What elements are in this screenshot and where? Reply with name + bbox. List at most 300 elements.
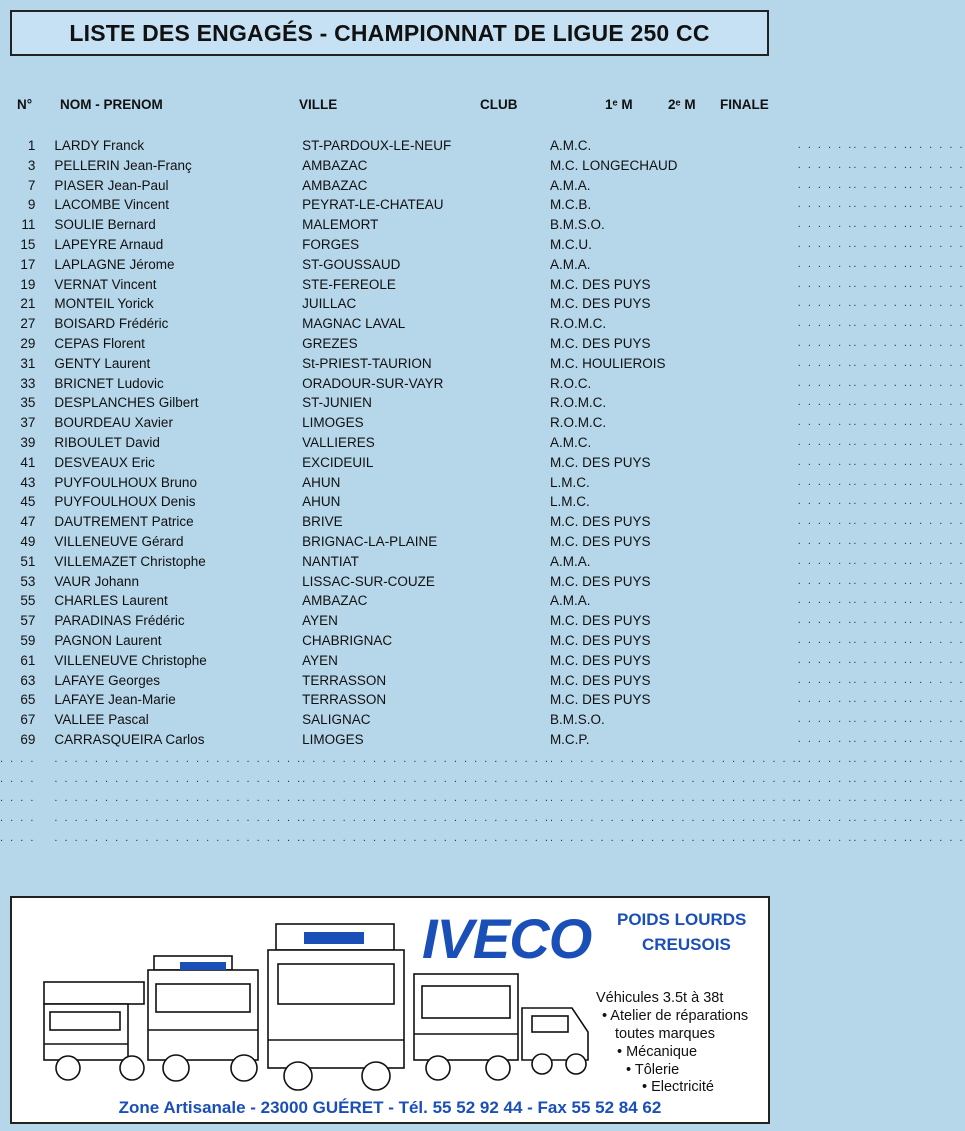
entry-name: MONTEIL Yorick — [54, 296, 154, 312]
entry-row — [0, 690, 965, 710]
entry-final-dots: . . . . . . — [908, 257, 965, 270]
entry-name: VAUR Johann — [54, 573, 139, 589]
entry-number: 9 — [27, 197, 36, 213]
entry-club: M.C. DES PUYS — [549, 672, 651, 688]
entry-city: AHUN — [302, 494, 341, 510]
entry-m1-dots: . . . . . . — [797, 277, 854, 290]
entry-name: RIBOULET David — [54, 434, 160, 450]
blank-number: . . . . — [0, 772, 36, 785]
blank-name: . . . . . . . . . . . . . . . . . . . . . . . . . — [54, 752, 303, 765]
entry-city: TERRASSON — [302, 692, 387, 708]
entry-city: AYEN — [302, 613, 338, 629]
entry-m2-dots: . . . . . . — [853, 416, 909, 429]
blank-number: . . . . — [0, 812, 36, 825]
entry-name: VERNAT Vincent — [54, 276, 157, 292]
entry-m2-dots: . . . . . . — [853, 139, 909, 151]
blank-final: . . . . . . — [908, 812, 965, 825]
entry-number: 43 — [20, 474, 36, 490]
entry-m2-dots: . . . . . . — [853, 673, 909, 686]
entries-table — [0, 136, 965, 849]
entry-number: 47 — [20, 514, 36, 530]
entry-row — [0, 176, 965, 196]
entry-city: GREZES — [302, 335, 358, 351]
blank-club: . . . . . . . . . . . . . . . . . . . . . . . . . — [549, 812, 798, 825]
entry-m1-dots: . . . . . . — [797, 732, 854, 745]
entry-club: M.C. HOULIEROIS — [549, 355, 666, 371]
entry-final-dots: . . . . . . — [908, 435, 965, 448]
entry-number: 3 — [27, 157, 36, 173]
entry-m1-dots: . . . . . . — [797, 614, 854, 627]
entry-m1-dots: . . . . . . — [797, 574, 854, 587]
entry-m2-dots: . . . . . . — [853, 653, 909, 666]
entry-m2-dots: . . . . . . — [853, 534, 909, 547]
entry-m1-dots: . . . . . . — [797, 633, 854, 646]
entry-final-dots: . . . . . . — [908, 732, 965, 745]
entry-row — [0, 354, 965, 374]
entry-city: St-PRIEST-TAURION — [302, 355, 432, 371]
entry-number: 21 — [20, 296, 36, 312]
entry-m1-dots: . . . . . . — [797, 653, 854, 666]
blank-m1: . . . . . . — [797, 772, 854, 785]
entry-row — [0, 552, 965, 572]
entry-final-dots: . . . . . . — [908, 633, 965, 646]
blank-club: . . . . . . . . . . . . . . . . . . . . . . . . . — [549, 831, 798, 844]
entry-m1-dots: . . . . . . — [797, 594, 854, 607]
entry-final-dots: . . . . . . — [908, 158, 965, 171]
blank-entry-row — [0, 809, 965, 829]
entry-name: VILLEMAZET Christophe — [54, 553, 206, 569]
entry-row — [0, 532, 965, 552]
entry-row — [0, 215, 965, 235]
entry-row — [0, 294, 965, 314]
blank-city: . . . . . . . . . . . . . . . . . . . . . . . . . — [302, 752, 550, 765]
entry-m2-dots: . . . . . . — [853, 435, 909, 448]
entry-m1-dots: . . . . . . — [797, 336, 854, 349]
entry-number: 53 — [20, 573, 36, 589]
entry-club: M.C. DES PUYS — [549, 514, 651, 530]
entry-city: MAGNAC LAVAL — [302, 316, 406, 332]
entry-final-dots: . . . . . . — [908, 574, 965, 587]
entry-number: 35 — [20, 395, 36, 411]
entry-number: 61 — [20, 652, 36, 668]
blank-m1: . . . . . . — [797, 831, 854, 844]
entry-final-dots: . . . . . . — [908, 534, 965, 547]
blank-m2: . . . . . . — [853, 792, 909, 805]
entry-club: L.M.C. — [549, 494, 590, 510]
entry-city: ORADOUR-SUR-VAYR — [302, 375, 444, 391]
entry-m2-dots: . . . . . . — [853, 732, 909, 745]
entry-number: 45 — [20, 494, 36, 510]
blank-final: . . . . . . — [908, 831, 965, 844]
entry-final-dots: . . . . . . — [908, 495, 965, 508]
entry-final-dots: . . . . . . — [908, 614, 965, 627]
entries-body — [0, 136, 965, 849]
entry-name: DAUTREMENT Patrice — [54, 514, 194, 530]
entry-final-dots: . . . . . . — [908, 416, 965, 429]
entry-name: LAPEYRE Arnaud — [54, 236, 164, 252]
page-title: LISTE DES ENGAGÉS - CHAMPIONNAT DE LIGUE 250 CC — [69, 19, 710, 46]
entry-city: AHUN — [302, 474, 341, 490]
entry-number: 63 — [20, 672, 36, 688]
entry-club: M.C. DES PUYS — [549, 335, 651, 351]
entry-number: 51 — [20, 553, 36, 569]
entry-m1-dots: . . . . . . — [797, 178, 854, 191]
entry-club: M.C. DES PUYS — [549, 652, 651, 668]
entry-city: ST-GOUSSAUD — [302, 256, 401, 272]
entry-final-dots: . . . . . . — [908, 218, 965, 231]
entry-row — [0, 651, 965, 671]
entry-final-dots: . . . . . . — [908, 139, 965, 151]
entry-row — [0, 275, 965, 295]
entry-club: R.O.C. — [549, 375, 592, 391]
blank-m1: . . . . . . — [797, 812, 854, 825]
brand-line-1: POIDS LOURDS — [617, 910, 747, 929]
entry-m2-dots: . . . . . . — [853, 495, 909, 508]
entry-name: PARADINAS Frédéric — [54, 613, 185, 629]
blank-number: . . . . — [0, 792, 36, 805]
entry-final-dots: . . . . . . — [908, 455, 965, 468]
entry-row — [0, 572, 965, 592]
feature-workshop: • Atelier de réparations — [602, 1008, 749, 1024]
blank-city: . . . . . . . . . . . . . . . . . . . . . . . . . — [302, 792, 550, 805]
entry-number: 17 — [20, 256, 36, 272]
entry-city: BRIVE — [302, 514, 343, 530]
entry-city: FORGES — [302, 236, 360, 252]
entry-m2-dots: . . . . . . — [853, 693, 909, 706]
entry-city: ST-JUNIEN — [302, 395, 372, 411]
entry-final-dots: . . . . . . — [908, 297, 965, 310]
entry-final-dots: . . . . . . — [908, 515, 965, 528]
entry-m1-dots: . . . . . . — [797, 237, 854, 250]
entry-row — [0, 453, 965, 473]
blank-club: . . . . . . . . . . . . . . . . . . . . . . . . . — [549, 752, 798, 765]
entry-club: B.M.S.O. — [549, 217, 605, 233]
entry-m2-dots: . . . . . . — [853, 713, 909, 726]
entry-final-dots: . . . . . . — [908, 693, 965, 706]
entry-club: M.C. DES PUYS — [549, 533, 651, 549]
entry-name: PUYFOULHOUX Denis — [54, 494, 196, 510]
entry-number: 29 — [20, 335, 36, 351]
entry-club: M.C. DES PUYS — [549, 454, 651, 470]
entry-row — [0, 671, 965, 691]
entry-row — [0, 433, 965, 453]
title-banner — [10, 10, 769, 56]
blank-city: . . . . . . . . . . . . . . . . . . . . . . . . . — [302, 812, 550, 825]
entry-club: M.C. DES PUYS — [549, 276, 651, 292]
entry-number: 57 — [20, 613, 36, 629]
entry-name: GENTY Laurent — [54, 355, 151, 371]
entry-city: BRIGNAC-LA-PLAINE — [302, 533, 438, 549]
entry-m1-dots: . . . . . . — [797, 317, 854, 330]
address-footer: Zone Artisanale - 23000 GUÉRET - Tél. 55 52 92 44 - Fax 55 52 84 62 — [118, 1098, 662, 1117]
entry-row — [0, 473, 965, 493]
entry-final-dots: . . . . . . — [908, 594, 965, 607]
entry-m2-dots: . . . . . . — [853, 515, 909, 528]
entry-m2-dots: . . . . . . — [853, 218, 909, 231]
entry-m1-dots: . . . . . . — [797, 356, 854, 369]
blank-club: . . . . . . . . . . . . . . . . . . . . . . . . . — [549, 792, 798, 805]
entry-city: AYEN — [302, 652, 338, 668]
entry-city: JUILLAC — [302, 296, 357, 312]
entry-city: STE-FEREOLE — [302, 276, 396, 292]
entry-m1-dots: . . . . . . — [797, 435, 854, 448]
entry-final-dots: . . . . . . — [908, 475, 965, 488]
entry-name: LACOMBE Vincent — [54, 197, 169, 213]
entry-m2-dots: . . . . . . — [853, 396, 909, 409]
blank-m2: . . . . . . — [853, 812, 909, 825]
entry-number: 37 — [20, 415, 36, 431]
entry-name: VILLENEUVE Gérard — [54, 533, 184, 549]
entry-row — [0, 156, 965, 176]
entry-final-dots: . . . . . . — [908, 653, 965, 666]
entry-m2-dots: . . . . . . — [853, 198, 909, 211]
entry-m1-dots: . . . . . . — [797, 416, 854, 429]
entry-number: 41 — [20, 454, 36, 470]
entry-final-dots: . . . . . . — [908, 317, 965, 330]
entry-number: 7 — [27, 177, 36, 193]
entry-club: A.M.A. — [549, 553, 591, 569]
blank-final: . . . . . . — [908, 752, 965, 765]
entry-number: 33 — [20, 375, 36, 391]
entry-m1-dots: . . . . . . — [797, 198, 854, 211]
entry-club: M.C. DES PUYS — [549, 632, 651, 648]
entry-number: 49 — [20, 533, 36, 549]
entry-m1-dots: . . . . . . — [797, 297, 854, 310]
entry-m1-dots: . . . . . . — [797, 139, 854, 151]
entry-city: PEYRAT-LE-CHATEAU — [302, 197, 444, 213]
blank-m2: . . . . . . — [853, 831, 909, 844]
entry-final-dots: . . . . . . — [908, 178, 965, 191]
entry-city: AMBAZAC — [302, 157, 368, 173]
entry-club: B.M.S.O. — [549, 712, 605, 728]
header-city: VILLE — [299, 97, 338, 112]
entry-m2-dots: . . . . . . — [853, 455, 909, 468]
entry-city: ST-PARDOUX-LE-NEUF — [302, 138, 452, 153]
entry-city: VALLIERES — [302, 434, 375, 450]
entry-final-dots: . . . . . . — [908, 336, 965, 349]
entry-city: NANTIAT — [302, 553, 359, 569]
entry-final-dots: . . . . . . — [908, 277, 965, 290]
entry-city: MALEMORT — [302, 217, 379, 233]
entry-club: M.C.U. — [549, 236, 592, 252]
entry-name: LARDY Franck — [54, 138, 145, 153]
entry-name: BRICNET Ludovic — [54, 375, 164, 391]
entry-row — [0, 413, 965, 433]
entry-row — [0, 611, 965, 631]
entry-club: L.M.C. — [549, 474, 590, 490]
entry-number: 59 — [20, 632, 36, 648]
entry-row — [0, 314, 965, 334]
entry-city: CHABRIGNAC — [302, 632, 393, 648]
entry-number: 69 — [20, 731, 36, 747]
entry-m2-dots: . . . . . . — [853, 633, 909, 646]
entry-name: LAFAYE Georges — [54, 672, 160, 688]
entry-final-dots: . . . . . . — [908, 237, 965, 250]
entry-m1-dots: . . . . . . — [797, 376, 854, 389]
entry-name: PAGNON Laurent — [54, 632, 162, 648]
entry-final-dots: . . . . . . — [908, 376, 965, 389]
header-name: NOM - PRENOM — [60, 97, 163, 112]
header-num: N° — [17, 97, 33, 112]
entry-m1-dots: . . . . . . — [797, 673, 854, 686]
entry-row — [0, 492, 965, 512]
feature-electrical: • Electricité — [642, 1079, 714, 1095]
entry-m2-dots: . . . . . . — [853, 158, 909, 171]
entry-name: PIASER Jean-Paul — [54, 177, 169, 193]
entry-row — [0, 631, 965, 651]
entry-row — [0, 730, 965, 750]
entry-club: M.C. DES PUYS — [549, 296, 651, 312]
entry-m2-dots: . . . . . . — [853, 297, 909, 310]
entry-number: 39 — [20, 434, 36, 450]
entry-m2-dots: . . . . . . — [853, 257, 909, 270]
entry-m2-dots: . . . . . . — [853, 178, 909, 191]
entry-m1-dots: . . . . . . — [797, 534, 854, 547]
entry-name: DESPLANCHES Gilbert — [54, 395, 199, 411]
entry-m1-dots: . . . . . . — [797, 713, 854, 726]
entry-name: CEPAS Florent — [54, 335, 145, 351]
blank-entry-row — [0, 789, 965, 809]
entry-club: M.C.B. — [549, 197, 592, 213]
blank-name: . . . . . . . . . . . . . . . . . . . . . . . . . — [54, 772, 303, 785]
entry-name: CARRASQUEIRA Carlos — [54, 731, 205, 747]
entry-name: VALLEE Pascal — [54, 712, 149, 728]
entry-number: 1 — [27, 138, 36, 153]
entry-city: LIMOGES — [302, 415, 364, 431]
entry-m2-dots: . . . . . . — [853, 277, 909, 290]
entry-number: 55 — [20, 593, 36, 609]
blank-city: . . . . . . . . . . . . . . . . . . . . . . . . . — [302, 831, 550, 844]
entry-row — [0, 393, 965, 413]
header-m1: 1ᵉ M — [605, 97, 633, 112]
entry-m1-dots: . . . . . . — [797, 218, 854, 231]
blank-final: . . . . . . — [908, 792, 965, 805]
entry-m2-dots: . . . . . . — [853, 594, 909, 607]
entry-m2-dots: . . . . . . — [853, 475, 909, 488]
entry-club: R.O.M.C. — [549, 415, 607, 431]
entry-m1-dots: . . . . . . — [797, 554, 854, 567]
entry-row — [0, 374, 965, 394]
entry-m2-dots: . . . . . . — [853, 317, 909, 330]
entry-row — [0, 255, 965, 275]
entry-final-dots: . . . . . . — [908, 554, 965, 567]
blank-m1: . . . . . . — [797, 752, 854, 765]
entry-club: R.O.M.C. — [549, 316, 607, 332]
blank-club: . . . . . . . . . . . . . . . . . . . . . . . . . — [549, 772, 798, 785]
blank-m2: . . . . . . — [853, 772, 909, 785]
entry-m1-dots: . . . . . . — [797, 455, 854, 468]
entry-m1-dots: . . . . . . — [797, 693, 854, 706]
entry-final-dots: . . . . . . — [908, 713, 965, 726]
entry-club: M.C. DES PUYS — [549, 613, 651, 629]
entry-club: A.M.C. — [549, 138, 592, 153]
entry-name: BOURDEAU Xavier — [54, 415, 173, 431]
blank-m1: . . . . . . — [797, 792, 854, 805]
entry-name: LAPLAGNE Jérome — [54, 256, 175, 272]
blank-m2: . . . . . . — [853, 752, 909, 765]
entry-club: A.M.C. — [549, 434, 592, 450]
entry-number: 19 — [20, 276, 36, 292]
entry-m1-dots: . . . . . . — [797, 515, 854, 528]
feature-all-brands: toutes marques — [615, 1026, 715, 1042]
entry-club: A.M.A. — [549, 593, 591, 609]
blank-city: . . . . . . . . . . . . . . . . . . . . . . . . . — [302, 772, 550, 785]
header-m2: 2ᵉ M — [668, 97, 696, 112]
entry-city: AMBAZAC — [302, 177, 368, 193]
brand-line-2: CREUSOIS — [642, 935, 731, 954]
entry-row — [0, 136, 965, 156]
entry-m2-dots: . . . . . . — [853, 614, 909, 627]
entry-city: LIMOGES — [302, 731, 364, 747]
blank-number: . . . . — [0, 831, 36, 844]
entry-city: TERRASSON — [302, 672, 387, 688]
header-final: FINALE — [720, 97, 769, 112]
entry-number: 11 — [21, 217, 36, 233]
entry-row — [0, 591, 965, 611]
feature-mechanics: • Mécanique — [617, 1044, 698, 1060]
entry-number: 65 — [20, 692, 36, 708]
entry-m1-dots: . . . . . . — [797, 475, 854, 488]
entry-m1-dots: . . . . . . — [797, 495, 854, 508]
blank-entry-row — [0, 770, 965, 790]
iveco-advertisement — [10, 896, 770, 1124]
entry-name: PELLERIN Jean-Franç — [54, 157, 192, 173]
entry-m1-dots: . . . . . . — [797, 396, 854, 409]
entry-final-dots: . . . . . . — [908, 356, 965, 369]
entry-club: M.C. LONGECHAUD — [549, 157, 678, 173]
entry-club: A.M.A. — [549, 177, 591, 193]
vehicles-range: Véhicules 3.5t à 38t — [596, 990, 724, 1006]
entry-m2-dots: . . . . . . — [853, 336, 909, 349]
entry-name: CHARLES Laurent — [54, 593, 168, 609]
entry-m1-dots: . . . . . . — [797, 257, 854, 270]
entry-number: 31 — [20, 355, 36, 371]
entry-number: 15 — [20, 236, 36, 252]
entry-city: EXCIDEUIL — [302, 454, 374, 470]
entry-m2-dots: . . . . . . — [853, 237, 909, 250]
entry-number: 27 — [20, 316, 36, 332]
entry-row — [0, 710, 965, 730]
entry-name: PUYFOULHOUX Bruno — [54, 474, 197, 490]
blank-entry-row — [0, 750, 965, 770]
entry-name: VILLENEUVE Christophe — [54, 652, 207, 668]
entry-name: LAFAYE Jean-Marie — [54, 692, 176, 708]
entry-name: BOISARD Frédéric — [54, 316, 169, 332]
entry-row — [0, 334, 965, 354]
entry-club: M.C.P. — [549, 731, 590, 747]
blank-name: . . . . . . . . . . . . . . . . . . . . . . . . . — [54, 831, 303, 844]
entry-final-dots: . . . . . . — [908, 198, 965, 211]
entry-row — [0, 235, 965, 255]
entry-m2-dots: . . . . . . — [853, 554, 909, 567]
iveco-logo: IVECO — [422, 907, 592, 970]
entry-city: LISSAC-SUR-COUZE — [302, 573, 435, 589]
entry-row — [0, 195, 965, 215]
entry-club: A.M.A. — [549, 256, 591, 272]
entry-city: AMBAZAC — [302, 593, 368, 609]
entry-m2-dots: . . . . . . — [853, 574, 909, 587]
feature-bodywork: • Tôlerie — [626, 1062, 680, 1078]
entry-number: 67 — [20, 712, 36, 728]
entry-final-dots: . . . . . . — [908, 396, 965, 409]
entry-name: DESVEAUX Eric — [54, 454, 155, 470]
blank-name: . . . . . . . . . . . . . . . . . . . . . . . . . — [54, 792, 303, 805]
blank-name: . . . . . . . . . . . . . . . . . . . . . . . . . — [54, 812, 303, 825]
header-club: CLUB — [480, 97, 518, 112]
entry-club: M.C. DES PUYS — [549, 692, 651, 708]
blank-number: . . . . — [0, 752, 36, 765]
entry-final-dots: . . . . . . — [908, 673, 965, 686]
